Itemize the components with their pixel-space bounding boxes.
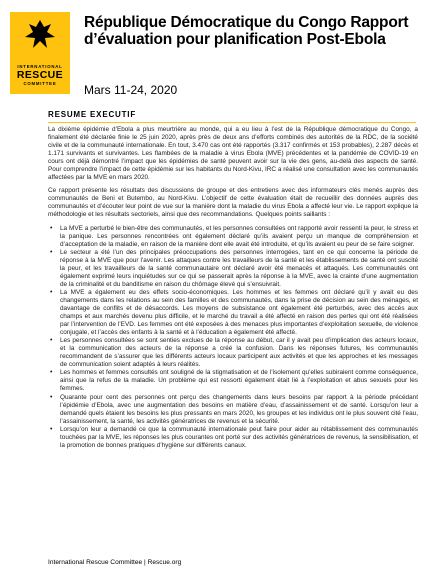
irc-logo — [10, 12, 70, 94]
logo-wordmark — [12, 64, 68, 87]
report-date: Mars 11-24, 2020 — [84, 83, 178, 97]
rescue-figure-icon — [23, 18, 57, 60]
list-item: • Les personnes consultées se sont senties exclues de la réponse au début, car il y avait peu d’implication des acteurs locaux, et la communication des acteurs de la réponse a créé la confusion. Dans les réponses futures, les communautés recommandent de s’assurer que les différents acteurs locaux participent aux activités et que les approches et les messages de communication soient adaptés à leurs réalités. — [48, 337, 418, 369]
logo-line-2: RESCUE — [16, 69, 64, 81]
list-item: • Lorsqu’on leur a demandé ce que la communauté internationale peut faire pour aider au rétablissement des communautés touchées par la MVE, les réponses les plus courantes ont porté sur des activités génératrices de revenus, la sensibilisation, et la promotion de bonnes pratiques d’hygiène sur différents canaux. — [48, 426, 418, 450]
logo-line-3: COMMITTEE — [23, 81, 57, 86]
report-body — [48, 126, 418, 450]
logo-line-1: INTERNATIONAL — [17, 64, 63, 69]
section-heading: RESUME EXECUTIF — [48, 110, 416, 123]
list-item: • La MVE a perturbé le bien-être des communautés, et les personnes consultées ont rapporté avoir ressenti la peur, le stress et la panique. Les personnes rencontrées ont également déclaré qu’ils avaient perçu un manque de compréhension et d’acceptation de la maladie, en raison de la manière dont elle avait été introduite, et qu’ils avaient eu peur de se faire soigner. — [48, 225, 418, 249]
list-item: • Les hommes et femmes consultés ont souligné de la stigmatisation et de l’isolement qu’elles subiraient comme conséquence, ainsi que la refus de la maladie. Un problème qui est ressorti également était lié à l’exploitation et abus sexuels pour les femmes. — [48, 369, 418, 393]
paragraph: La dixième épidémie d’Ebola a plus meurtrière au monde, qui a eu lieu à l’est de la République démocratique du Congo, a finalement été déclarée finie le 25 juin 2020, après près de deux ans d’efforts combinés des autorités de la RDC, de la société civile et de la communauté internationale. En tout, 3.470 cas ont été rapportés (3.317 confirmés et 153 probables), 2.287 décès et 1.171 survivants et survivantes. Les flambées de la maladie à virus Ebola (MVE) précédentes et la pandémie de COVID-19 en cours ont déjà démontré l’impact que les épidémies de santé peuvent avoir sur la vie des gens, au-delà des aspects de santé. Pour comprendre l’impact de cette épidémie sur les habitants du Nord-Kivu, IRC a réalisé une consultation avec les communautés affectées par la MVE en mars 2020. — [48, 126, 418, 182]
paragraph: Ce rapport présente les résultats des discussions de groupe et des entretiens avec des informateurs clés menés auprès des communautés de Beni et Butembo, au Nord-Kivu. L’objectif de cette évaluation était de recueillir des données auprès des communautés et d’écouter leur point de vue sur la manière dont la maladie du virus Ebola a affecté leur vie. Le rapport explique la méthodologie et les résultats sectoriels, ainsi que des recommandations. Quelques points saillants : — [48, 187, 418, 219]
key-findings-list — [48, 225, 418, 450]
list-item: • Quarante pour cent des personnes ont perçu des changements dans leurs besoins par rapport à la période précédant l’épidémie d’Ebola, avec une augmentation des besoins en matière d’eau, d’assainissement et de santé. Lorsqu’on leur a demandé quels étaient les besoins les plus pressants en mars 2020, les groupes et les individus ont le plus souvent cité l’eau, l’assainissement, la santé, les activités génératrices de revenus et la sécurité. — [48, 394, 418, 426]
list-item: • La MVE a également eu des effets socio-économiques. Les hommes et les femmes ont déclaré qu’il y avait eu des changements dans les relations au sein des familles et des communautés, dans la prise de décision au sein des ménages, et davantage de conflits et de désaccords. Les moyens de subsistance ont également été perturbés, avec des accès aux champs et aux marchés devenu plus difficile, et le marché du travail a été affecté en raison des pertes qui ont été réalisées par l’intervention de l’EVD. Les femmes ont été exposées à des menaces plus importantes d’exploitation sexuelle, de violence conjugale, et l’accès des enfants à la santé et à l’éducation a également été affecté. — [48, 289, 418, 337]
report-header — [0, 0, 445, 100]
list-item: • Le secteur a été l’un des principales préoccupations des personnes interrogées, tant en ce qui concerne la période de réponse à la MVE que pour l’avenir. Les attaques contre les travailleurs de la santé et les établissements de santé ont suscité la peur, et les travailleurs de la santé communautaire ont déclaré avoir été menacés et attaqués. Les communautés ont également exprimé leurs inquiétudes sur ce qui se passerait après la réponse à la MVE, avec la crainte d’une augmentation de la criminalité et du banditisme en raison du chômage élevé qui s’ensuivrait. — [48, 249, 418, 289]
report-title: République Démocratique du Congo Rapport d’évaluation pour planification Post-Ebola — [84, 14, 409, 48]
page-footer: International Rescue Committee | Rescue.org — [48, 559, 182, 566]
